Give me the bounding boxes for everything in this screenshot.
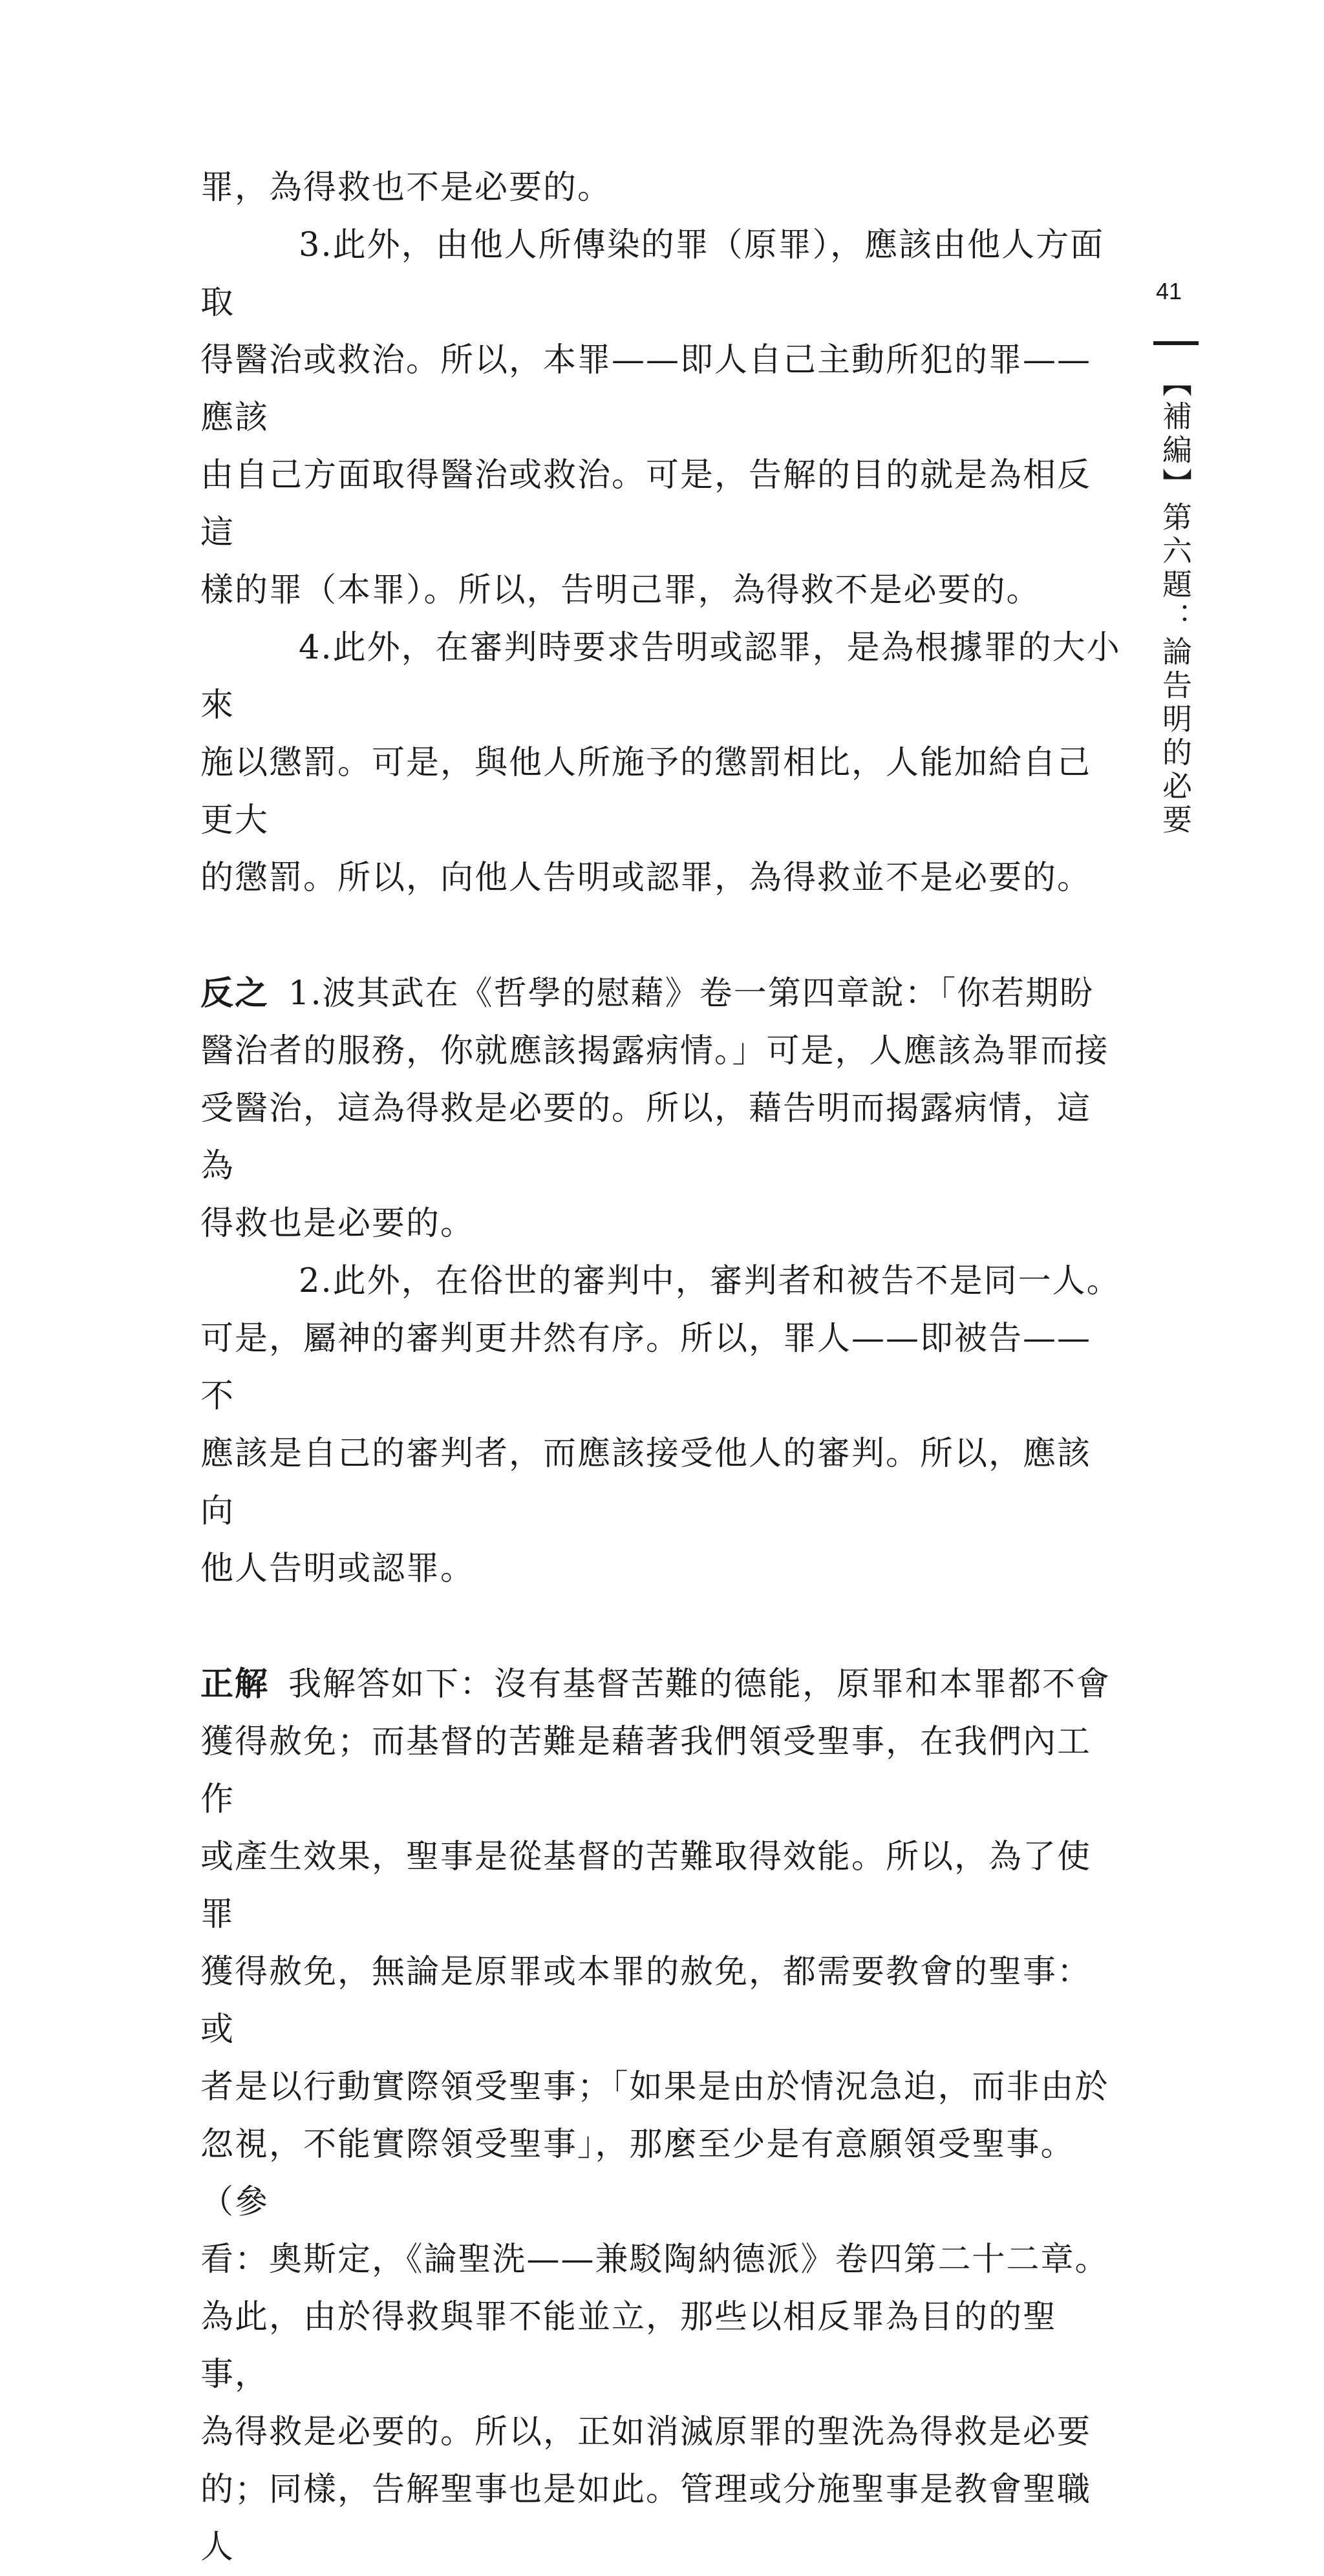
text-line: 獲得赦免，無論是原罪或本罪的赦免，都需要教會的聖事：或: [200, 1953, 1092, 2049]
text-line: [200, 965, 1125, 1022]
text-line: 為得救是必要的。所以，正如消滅原罪的聖洗為得救是必要: [200, 2413, 1092, 2451]
text-line: 4.此外，在審判時要求告明或認罪，是為根據罪的大小來: [200, 629, 1121, 724]
text-line: 得救也是必要的。: [200, 1205, 475, 1243]
page-body: [200, 159, 1125, 2576]
running-head: 【補編】第六題：論告明的必要: [1158, 367, 1193, 838]
text-line: 樣的罪（本罪）。所以，告明己罪，為得救不是必要的。: [200, 571, 1041, 609]
text-line: 獲得赦免；而基督的苦難是藉著我們領受聖事，在我們內工作: [200, 1723, 1092, 1819]
text-line: 他人告明或認罪。: [200, 1550, 475, 1588]
text-line: 為此，由於得救與罪不能並立，那些以相反罪為目的的聖事，: [200, 2298, 1058, 2394]
text-line: 的；同樣，告解聖事也是如此。管理或分施聖事是教會聖職人: [200, 2471, 1092, 2566]
header-rule: [1153, 341, 1199, 345]
text-line: 2.此外，在俗世的審判中，審判者和被告不是同一人。: [299, 1262, 1121, 1300]
text-line: 醫治者的服務，你就應該揭露病情。」可是，人應該為罪而接: [200, 1032, 1109, 1070]
section-gap: [200, 1598, 1125, 1656]
text-line: 由自己方面取得醫治或救治。可是，告解的目的就是為相反這: [200, 456, 1092, 552]
text-line: 得醫治或救治。所以，本罪——即人自己主動所犯的罪——應該: [200, 341, 1092, 437]
text-line: 或產生效果，聖事是從基督的苦難取得效能。所以，為了使罪: [200, 1838, 1092, 1934]
text-line: [200, 1656, 1125, 1713]
text-line: 施以懲罰。可是，與他人所施予的懲罰相比，人能加給自己更大: [200, 744, 1092, 839]
text-line: 者是以行動實際領受聖事；「如果是由於情況急迫，而非由於: [200, 2068, 1109, 2106]
text-line: 看：奧斯定，《論聖洗——兼駁陶納德派》卷四第二十二章。: [200, 2241, 1109, 2279]
text-line: 的懲罰。所以，向他人告明或認罪，為得救並不是必要的。: [200, 859, 1092, 897]
text-span: 我解答如下：沒有基督苦難的德能，原罪和本罪都不會: [288, 1665, 1111, 1704]
text-line: 罪，為得救也不是必要的。: [200, 169, 612, 207]
text-line: 可是，屬神的審判更井然有序。所以，罪人——即被告——不: [200, 1320, 1092, 1415]
text-line: 受醫治，這為得救是必要的。所以，藉告明而揭露病情，這為: [200, 1090, 1092, 1185]
section-lead-contra: 反之: [200, 975, 270, 1013]
text-line: 忽視，不能實際領受聖事」，那麼至少是有意願領受聖事。（參: [200, 2126, 1075, 2221]
section-lead-answer: 正解: [200, 1665, 270, 1704]
text-line: 3.此外，由他人所傳染的罪（原罪），應該由他人方面取: [200, 226, 1105, 322]
section-gap: [200, 907, 1125, 965]
page-number: 41: [1156, 278, 1182, 304]
text-line: 應該是自己的審判者，而應該接受他人的審判。所以，應該向: [200, 1435, 1092, 1530]
text-span: 1.波其武在《哲學的慰藉》卷一第四章說：「你若期盼: [288, 975, 1094, 1013]
